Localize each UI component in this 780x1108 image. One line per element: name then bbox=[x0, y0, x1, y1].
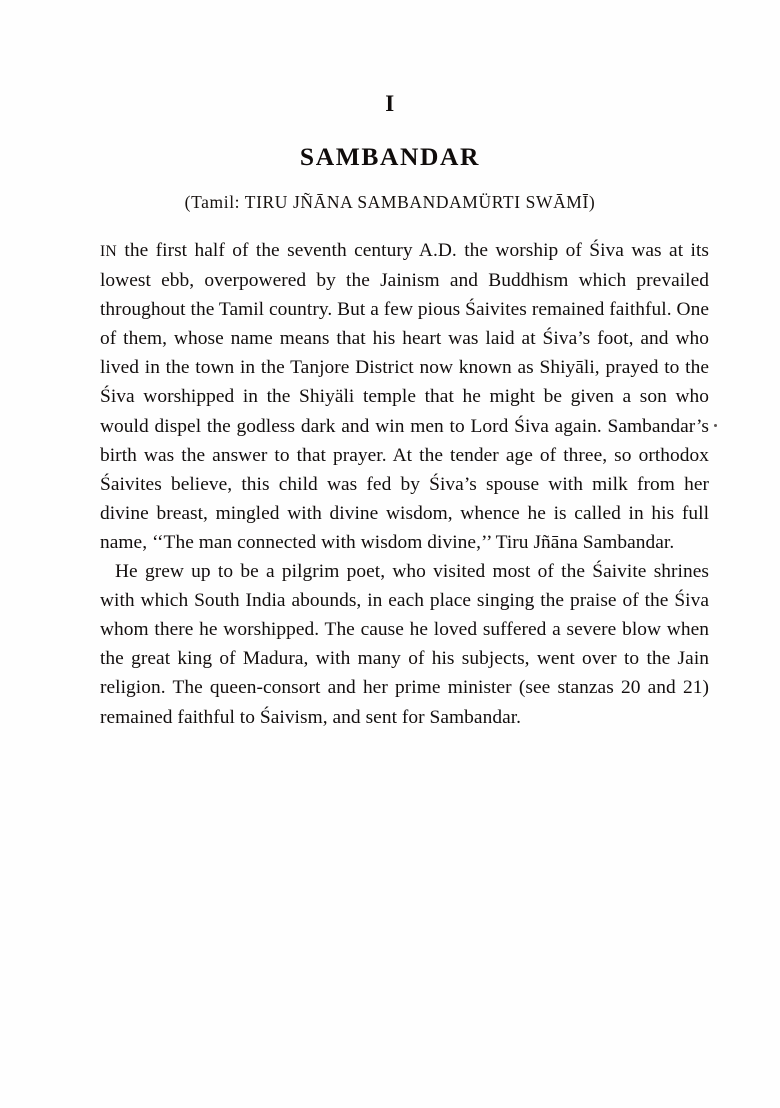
chapter-number: I bbox=[385, 91, 395, 116]
chapter-header bbox=[0, 92, 780, 211]
scan-speck-artifact bbox=[714, 424, 717, 427]
paragraph-2-text: He grew up to be a pilgrim poet, who visited most of the Śaivite shrines with which South India abounds, in each place singing the praise of the Śiva whom there he worshipped. The cause he loved suffered a severe blow when the great king of Madura, with many of his subjects, went over to the Jain religion. The queen-consort and her prime minister (see stanzas 20 and 21) remained faithful to Śaivism, and sent for Sambandar. bbox=[100, 561, 709, 728]
paragraph-1-leadin: IN bbox=[100, 243, 117, 260]
chapter-subtitle: (Tamil: TIRU JÑĀNA SAMBANDAMÜRTI SWĀMĪ) bbox=[184, 191, 596, 212]
chapter-title: SAMBANDAR bbox=[299, 142, 481, 171]
paragraph-1-text: the first half of the seventh century A.D. the worship of Śiva was at its lowest ebb, overpowered by the Jainism and Buddhism which prevailed throughout the Tamil country. But a few pious Śaivites remained faithful. One of them, whose name means that his heart was laid at Śiva’s foot, and who lived in the town in the Tanjore District now known as Shiyāli, prayed to the Śiva worshipped in the Shiyäli temple that he might be given a son who would dispel the godless dark and win men to Lord Śiva again. Sambandar’s birth was the answer to that prayer. At the tender age of three, so orthodox Śaivites believe, this child was fed by Śiva’s spouse with milk from her divine breast, mingled with divine wisdom, whence he is called in his full name, ‘‘The man connected with wisdom divine,’’ Tiru Jñāna Sambandar. bbox=[100, 240, 710, 553]
paragraph-2 bbox=[100, 557, 709, 732]
paragraph-1 bbox=[100, 236, 709, 557]
body-text bbox=[100, 236, 709, 732]
